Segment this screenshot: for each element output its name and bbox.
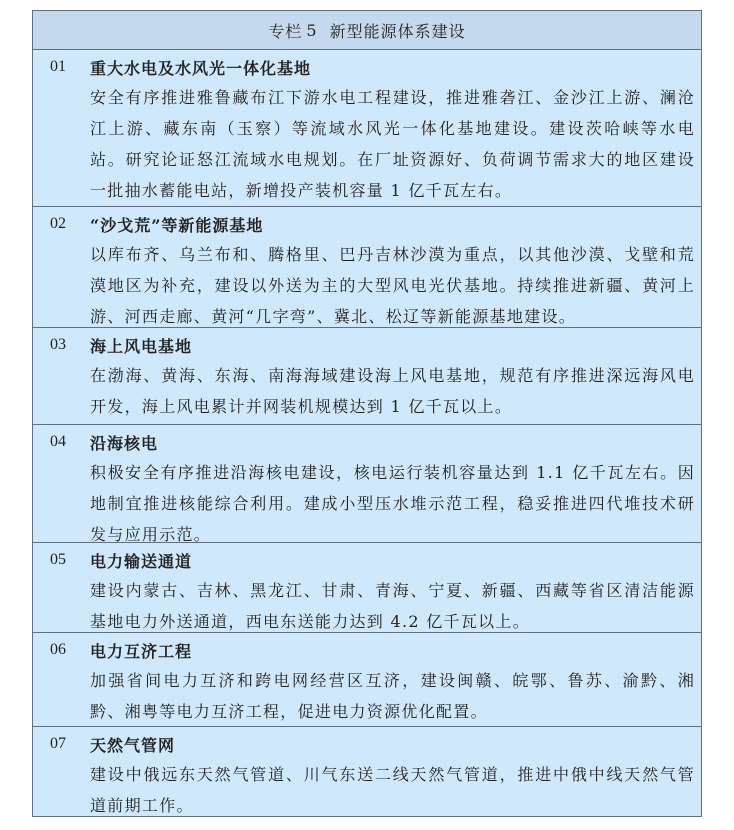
- item-title: 天然气管网: [90, 736, 176, 755]
- item-body: 安全有序推进雅鲁藏布江下游水电工程建设，推进雅砻江、金沙江上游、澜沧江上游、藏东南（玉察）等流域水风光一体化基地建设。建设茨哈峡等水电站。研究论证怒江流域水电规划。在厂址资源好、负荷调节需求大的地区建设一批抽水蓄能电站，新增投产装机容量 1 亿千瓦左右。: [90, 88, 695, 200]
- item-title: 电力输送通道: [90, 552, 193, 571]
- item-title: 沿海核电: [90, 434, 159, 453]
- item-body: 加强省间电力互济和跨电网经营区互济，建设闽赣、皖鄂、鲁苏、渝黔、湘黔、湘粤等电力互济工程，促进电力资源优化配置。: [90, 671, 695, 721]
- item-index: 02: [50, 215, 66, 232]
- special-column-box: [32, 10, 702, 817]
- item-index: 07: [50, 735, 66, 752]
- item-body: 以库布齐、乌兰布和、腾格里、巴丹吉林沙漠为重点，以其他沙漠、戈壁和荒漠地区为补充，建设以外送为主的大型风电光伏基地。持续推进新疆、黄河上游、河西走廊、黄河“几字弯”、冀北、松辽等新能源基地建设。: [90, 245, 695, 326]
- item-index: 01: [50, 58, 66, 75]
- item-index: 04: [50, 433, 66, 450]
- item-title: 重大水电及水风光一体化基地: [90, 59, 312, 78]
- item-row-01: [33, 50, 701, 207]
- item-title: 海上风电基地: [90, 337, 193, 356]
- item-index: 05: [50, 551, 66, 568]
- item-title: “沙戈荒”等新能源基地: [90, 216, 264, 235]
- column-header: [33, 11, 701, 50]
- item-row-05: [33, 543, 701, 633]
- item-body: 在渤海、黄海、东海、南海海域建设海上风电基地，规范有序推进深远海风电开发，海上风电累计并网装机规模达到 1 亿千瓦以上。: [90, 366, 695, 416]
- column-title: 新型能源体系建设: [329, 21, 466, 41]
- item-row-02: [33, 207, 701, 328]
- item-row-07: [33, 727, 701, 817]
- column-number: 5: [306, 20, 318, 40]
- column-label: 专栏: [268, 21, 303, 41]
- item-title: 电力互济工程: [90, 642, 193, 661]
- item-body: 建设内蒙古、吉林、黑龙江、甘肃、青海、宁夏、新疆、西藏等省区清洁能源基地电力外送通道，西电东送能力达到 4.2 亿千瓦以上。: [90, 581, 695, 631]
- item-body: 积极安全有序推进沿海核电建设，核电运行装机容量达到 1.1 亿千瓦左右。因地制宜推进核能综合利用。建成小型压水堆示范工程，稳妥推进四代堆技术研发与应用示范。: [90, 463, 695, 544]
- item-row-06: [33, 633, 701, 727]
- item-index: 03: [50, 336, 66, 353]
- item-body: 建设中俄远东天然气管道、川气东送二线天然气管道，推进中俄中线天然气管道前期工作。: [90, 765, 695, 815]
- item-index: 06: [50, 641, 66, 658]
- item-row-04: [33, 425, 701, 543]
- item-row-03: [33, 328, 701, 425]
